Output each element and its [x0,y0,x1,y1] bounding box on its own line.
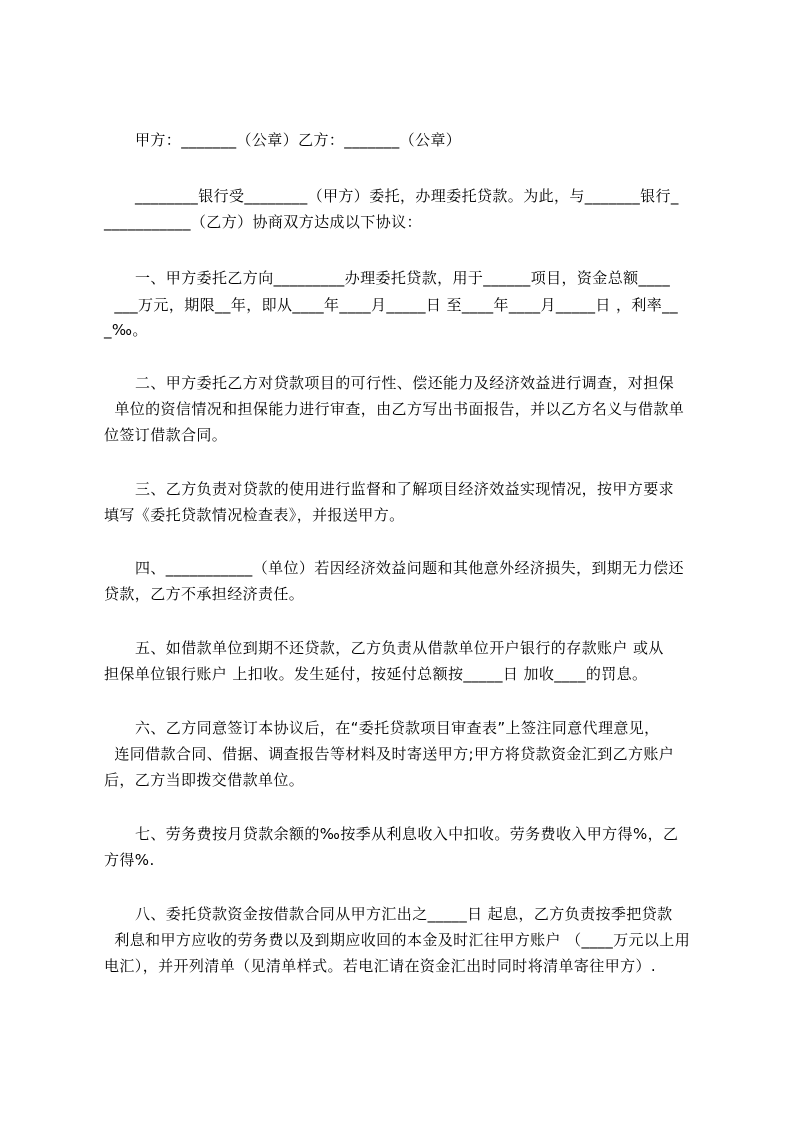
clause-4-line-1: 四、___________（单位）若因经济效益问题和其他意外经济损失，到期无力偿还 [104,559,684,577]
clause-5-line-1: 五、如借款单位到期不还贷款，乙方负责从借款单位开户银行的存款账户 或从 [104,639,664,657]
clause-6-line-2: 连同借款合同、借据、调查报告等材料及时寄送甲方;甲方将贷款资金汇到乙方账户 [104,745,675,763]
clause-1-line-2: ___万元，期限__年，即从____年____月_____日 至____年____月_____日 ，利率__ [104,296,678,314]
clause-8-line-1: 八、委托贷款资金按借款合同从甲方汇出之_____日 起息，乙方负责按季把贷款 [104,905,673,923]
clause-2-line-3: 位签订借款合同。 [104,426,228,444]
clause-3-line-2: 填写《委托贷款情况检查表》，并报送甲方。 [104,506,405,524]
clause-2-line-1: 二、甲方委托乙方对贷款项目的可行性、偿还能力及经济效益进行调查，对担保 [104,374,675,392]
clause-8-line-3: 电汇），并开列清单（见清单样式。若电汇请在资金汇出时同时将清单寄往甲方）. [104,957,657,975]
clause-4-line-2: 贷款，乙方不承担经济责任。 [104,585,305,603]
clause-1-line-3: _‰。 [104,321,148,339]
clause-7-line-1: 七、劳务费按月贷款余额的‰按季从利息收入中扣收。劳务费收入甲方得%，乙 [104,825,679,843]
clause-7-line-2: 方得%. [104,851,155,869]
clause-2-line-2: 单位的资信情况和担保能力进行审查，由乙方写出书面报告，并以乙方名义与借款单 [104,400,685,418]
clause-6-line-3: 后，乙方当即拨交借款单位。 [104,771,305,789]
clause-1-line-1: 一、甲方委托乙方向_________办理委托贷款，用于______项目，资金总额____ [104,269,671,287]
clause-8-line-2: 利息和甲方应收的劳务费以及到期应收回的本金及时汇往甲方账户 （____万元以上用 [104,931,691,949]
clause-5-line-2: 担保单位银行账户 上扣收。发生延付，按延付总额按_____日 加收____的罚息。 [104,665,648,683]
intro-line-1: ________银行受________（甲方）委托，办理委托贷款。为此，与_______银行_ [104,187,679,205]
clause-6-line-1: 六、乙方同意签订本协议后，在“委托贷款项目审查表”上签注同意代理意见， [104,719,660,737]
clause-3-line-1: 三、乙方负责对贷款的使用进行监督和了解项目经济效益实现情况，按甲方要求 [104,480,675,498]
parties-line: 甲方：_______（公章）乙方：_______（公章） [104,131,462,149]
intro-line-2: ___________（乙方）协商双方达成以下协议： [104,213,422,231]
